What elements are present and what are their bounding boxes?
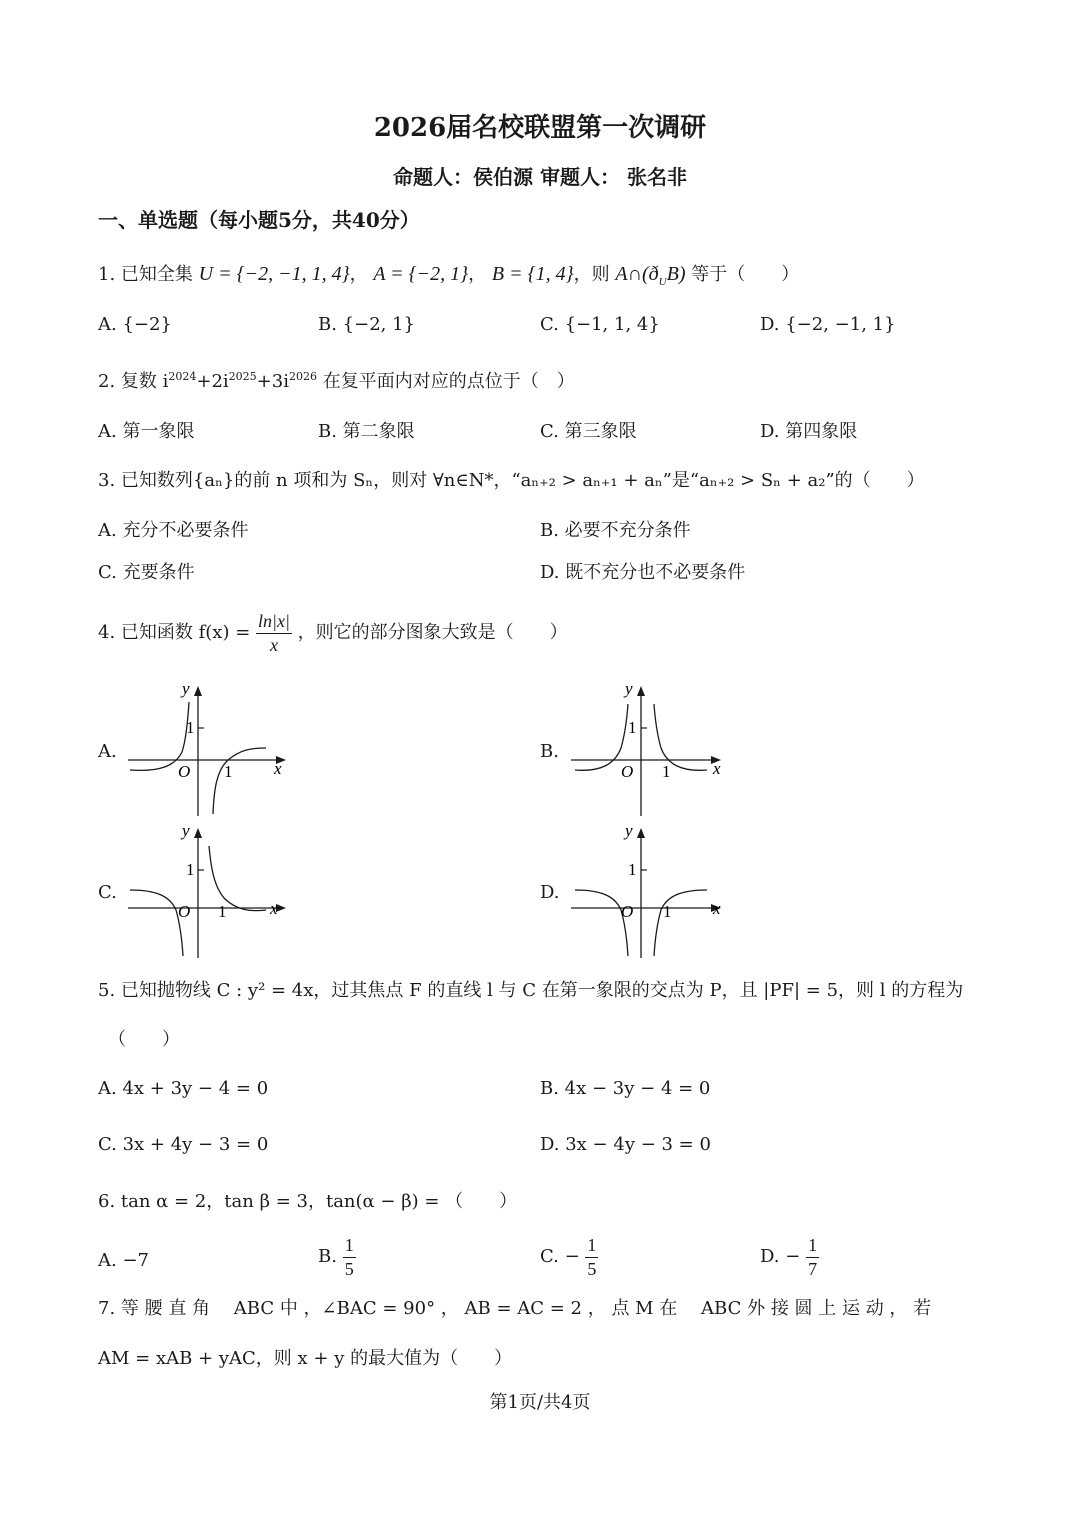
q4-fraction: $\frac{\ln|x|}{x}$ [258,611,290,655]
question-4: 4. 已知函数 f(x) = $\frac{\ln|x|}{x}$ ，则它的部分图象大致是（ ） [98,611,568,655]
svg-text:1: 1 [663,902,672,921]
q4-option-c: C. [98,882,117,903]
svg-text:x: x [274,759,282,778]
svg-text:y: y [182,679,190,698]
q1-set-b: B = {1, 4} [491,263,574,285]
q3-option-a: A. 充分不必要条件 [98,520,249,541]
svg-text:x: x [713,899,721,918]
q5-option-d: D. 3x − 4y − 3 = 0 [540,1134,711,1155]
q1-set-u: U = {−2, −1, 1, 4} [198,263,350,285]
graph-option-b [565,678,745,818]
q6-option-a: A. −7 [98,1250,149,1271]
svg-text:x: x [713,759,721,778]
svg-text:1: 1 [186,718,195,737]
svg-text:y: y [625,679,633,698]
q3-option-c: C. 充要条件 [98,562,195,583]
svg-text:O: O [621,902,634,921]
svg-text:1: 1 [224,762,233,781]
q1-option-b: B. {−2, 1} [318,314,416,335]
q1-option-d: D. {−2, −1, 1} [760,314,896,335]
svg-text:1: 1 [662,762,671,781]
q5-option-a: A. 4x + 3y − 4 = 0 [98,1078,269,1099]
q5-option-b: B. 4x − 3y − 4 = 0 [540,1078,711,1099]
q1-expression: $A\cap(ð_UB)$ [615,263,686,288]
svg-text:y: y [182,821,190,840]
section-heading: 一、单选题（每小题5分，共40分） [98,208,420,232]
exam-authors: 命题人：侯伯源 审题人： 张名非 [393,165,687,189]
q2-option-c: C. 第三象限 [540,421,637,442]
question-6: 6. tan α = 2，tan β = 3，tan(α − β) = （ ） [98,1191,518,1212]
question-2: 2. 复数 $i^{2024}+2i^{2025}+3i^{2026}$ 在复平面内对应的点位于（ ） [98,370,575,392]
q6-option-c: C. − $\frac{1}{5}$ [540,1235,597,1279]
question-7-line-1: 7. 等 腰 直 角 ABC 中 ，∠BAC = 90° ， AB = AC = 2 ， 点 M 在 ABC 外 接 圆 上 运 动 ， 若 [98,1298,932,1319]
svg-text:y: y [625,821,633,840]
svg-text:1: 1 [186,860,195,879]
svg-text:O: O [178,902,191,921]
q1-stem: 1. 已知全集 [98,264,193,285]
q4-option-d: D. [540,882,560,903]
q3-option-d: D. 既不充分也不必要条件 [540,562,746,583]
question-5-paren: （ ） [108,1029,180,1050]
svg-text:x: x [270,899,278,918]
q4-option-b: B. [540,741,559,762]
q2-option-a: A. 第一象限 [98,421,195,442]
question-3: 3. 已知数列{aₙ}的前 n 项和为 Sₙ，则对 ∀n∈N*，“aₙ₊₂ > aₙ₊₁ + aₙ”是“aₙ₊₂ > Sₙ + a₂”的（ ） [98,470,925,491]
question-7-line-2: AM = xAB + yAC，则 x + y 的最大值为（ ） [98,1348,513,1369]
q5-option-c: C. 3x + 4y − 3 = 0 [98,1134,269,1155]
q4-option-a: A. [98,741,117,762]
page-title: 2026届名校联盟第一次调研 [373,113,707,143]
svg-text:O: O [621,762,634,781]
q3-option-b: B. 必要不充分条件 [540,520,691,541]
graph-option-c [120,820,300,960]
question-5: 5. 已知抛物线 C : y² = 4x，过其焦点 F 的直线 l 与 C 在第一象限的交点为 P，且 |PF| = 5，则 l 的方程为 [98,980,964,1001]
q1-option-a: A. {−2} [98,314,172,335]
svg-text:1: 1 [218,902,227,921]
q2-option-d: D. 第四象限 [760,421,858,442]
graph-option-d [565,820,745,960]
svg-text:O: O [178,762,191,781]
page-footer: 第1页/共4页 [489,1392,591,1413]
svg-text:1: 1 [628,718,637,737]
q6-option-d: D. − $\frac{1}{7}$ [760,1235,818,1279]
graph-option-a [120,678,300,818]
q1-option-c: C. {−1, 1, 4} [540,314,660,335]
question-1: 1. 已知全集 U = {−2, −1, 1, 4}， A = {−2, 1}， B = {1, 4}，则 $A\cap(ð_UB)$ 等于（ ） [98,263,800,288]
svg-text:1: 1 [628,860,637,879]
q6-option-b: B. $\frac{1}{5}$ [318,1235,354,1279]
q1-set-a: A = {−2, 1} [373,263,469,285]
q1-tail: 等于（ ） [691,264,800,285]
q2-option-b: B. 第二象限 [318,421,415,442]
